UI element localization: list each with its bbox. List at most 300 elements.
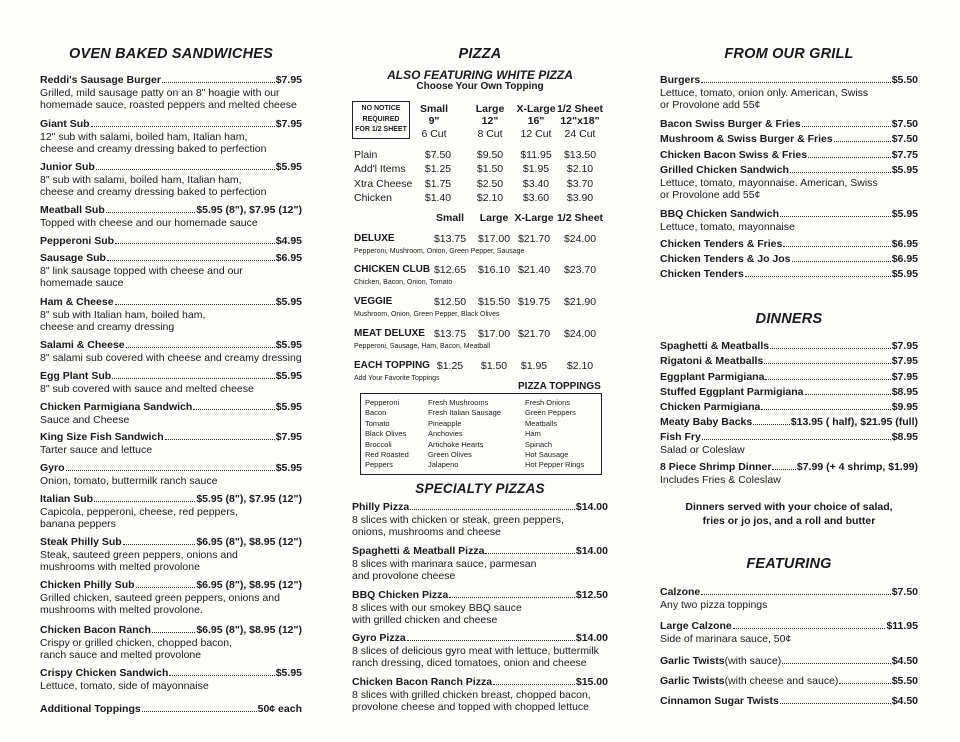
item-price: $5.95 (8"), $7.95 (12") bbox=[196, 493, 302, 505]
price-row-label: Add'l Items bbox=[354, 163, 406, 176]
sandwiches-title: OVEN BAKED SANDWICHES bbox=[69, 46, 273, 62]
size-inches: 16" bbox=[527, 115, 545, 127]
item-name: Italian Sub bbox=[40, 493, 94, 505]
item-name: Large Calzone bbox=[660, 620, 732, 632]
item-price: $14.00 bbox=[575, 501, 608, 513]
item-price: $6.95 bbox=[891, 238, 918, 250]
item-name: BBQ Chicken Sandwich bbox=[660, 208, 780, 220]
menu-item bbox=[660, 620, 918, 645]
dot-leader bbox=[839, 683, 890, 684]
price-cell: $3.90 bbox=[566, 191, 594, 204]
item-price: $7.50 bbox=[891, 133, 918, 145]
dot-leader bbox=[745, 276, 891, 277]
menu-item bbox=[40, 370, 302, 395]
dot-leader bbox=[449, 597, 575, 598]
price-cell: $13.50 bbox=[563, 149, 597, 161]
combo-size-header: X-Large bbox=[514, 212, 554, 224]
item-name: Burgers bbox=[660, 74, 701, 86]
dot-leader bbox=[162, 82, 275, 83]
price-row-label: Plain bbox=[354, 149, 378, 161]
combo-description: Add Your Favorite Toppings bbox=[354, 375, 440, 382]
item-name: Reddi's Sausage Burger bbox=[40, 74, 161, 86]
menu-item bbox=[40, 235, 302, 248]
price-row-label: Chicken bbox=[354, 191, 392, 204]
item-name: Meatball Sub bbox=[40, 204, 105, 216]
dot-leader bbox=[702, 439, 891, 440]
menu-item bbox=[352, 501, 608, 539]
combo-price: $17.00 bbox=[477, 328, 511, 340]
menu-item bbox=[660, 268, 918, 281]
combo-description: Pepperoni, Sausage, Ham, Bacon, Meatball bbox=[354, 343, 491, 350]
menu-item-row bbox=[660, 431, 918, 444]
menu-item bbox=[660, 355, 918, 368]
menu-item bbox=[40, 579, 302, 617]
item-name: Steak Philly Sub bbox=[40, 536, 122, 548]
item-price: $5.95 bbox=[891, 208, 918, 220]
menu-item-row bbox=[660, 149, 918, 162]
dinners-note: Dinners served with your choice of salad, fries or jo jos, and a roll and butter bbox=[685, 501, 893, 527]
item-name: Pepperoni Sub bbox=[40, 235, 115, 247]
item-price: $6.95 (8"), $8.95 (12") bbox=[196, 536, 302, 548]
item-name: Chicken Tenders & Fries bbox=[660, 238, 783, 250]
menu-item bbox=[660, 401, 918, 414]
item-name: Garlic Twists bbox=[660, 655, 725, 667]
size-name: Small bbox=[419, 103, 448, 115]
menu-item bbox=[660, 133, 918, 146]
featuring-title: FEATURING bbox=[746, 556, 832, 572]
combo-price: $16.10 bbox=[477, 264, 511, 276]
menu-item-row bbox=[660, 620, 918, 633]
item-description: Tarter sauce and lettuce bbox=[40, 443, 153, 456]
menu-item-row bbox=[352, 545, 608, 558]
menu-item-row bbox=[40, 370, 302, 383]
menu-item-row bbox=[660, 208, 918, 221]
item-price: $6.95 (8"), $8.95 (12") bbox=[196, 624, 302, 636]
dot-leader bbox=[91, 126, 275, 127]
menu-item-row bbox=[40, 536, 302, 549]
dot-leader bbox=[94, 501, 195, 502]
item-description: Lettuce, tomato, side of mayonnaise bbox=[40, 679, 209, 692]
specialty-title: SPECIALTY PIZZAS bbox=[415, 481, 545, 496]
combo-name: MEAT DELUXE bbox=[354, 328, 425, 339]
size-name: Large bbox=[475, 103, 505, 115]
combo-size-header: Small bbox=[435, 212, 464, 224]
item-price: $15.00 bbox=[575, 676, 608, 688]
menu-item-row bbox=[660, 340, 918, 353]
item-description: 8" link sausage topped with cheese and our homemade sauce bbox=[40, 264, 243, 289]
item-description: 12" sub with salami, boiled ham, Italian ham, cheese and creamy dressing baked to perfection bbox=[40, 130, 267, 155]
combo-size-header: 1/2 Sheet bbox=[556, 212, 604, 224]
menu-item bbox=[40, 624, 302, 662]
menu-item-row bbox=[660, 268, 918, 281]
menu-item bbox=[660, 586, 918, 611]
grill-column bbox=[660, 0, 918, 742]
dot-leader bbox=[112, 378, 275, 379]
item-description: 8" sub with Italian ham, boiled ham, cheese and creamy dressing bbox=[40, 308, 206, 333]
item-price: $7.75 bbox=[891, 149, 918, 161]
item-price: $5.50 bbox=[891, 675, 918, 687]
dot-leader bbox=[834, 141, 891, 142]
combo-price: $13.75 bbox=[433, 328, 467, 340]
combo-price: $23.70 bbox=[563, 264, 597, 276]
size-cut: 24 Cut bbox=[564, 128, 596, 140]
combo-price: $2.10 bbox=[566, 360, 594, 372]
menu-item-row bbox=[40, 74, 302, 87]
toppings-col-2: Fresh Mushrooms Fresh Italian Sausage Pineapple Anchovies Artichoke Hearts Green Olives Jalapeno bbox=[428, 398, 501, 470]
item-description: Side of marinara sauce, 50¢ bbox=[660, 632, 792, 645]
item-name: Eggplant Parmigiana bbox=[660, 371, 765, 383]
menu-item bbox=[40, 703, 302, 716]
price-cell: $1.50 bbox=[476, 163, 504, 176]
menu-item-row bbox=[40, 161, 302, 174]
menu-item-row bbox=[40, 579, 302, 592]
item-name: Chicken Parmigiana bbox=[660, 401, 761, 413]
item-description: 8 slices with grilled chicken breast, chopped bacon, provolone cheese and topped with chopped lettuce bbox=[352, 688, 591, 713]
menu-item bbox=[40, 204, 302, 229]
menu-item-row bbox=[40, 624, 302, 637]
size-cut: 6 Cut bbox=[421, 128, 447, 140]
notice-box bbox=[352, 101, 410, 139]
size-name: X-Large bbox=[516, 103, 556, 115]
dot-leader bbox=[790, 172, 891, 173]
combo-price: $24.00 bbox=[563, 328, 597, 340]
menu-item-row bbox=[660, 386, 918, 399]
dot-leader bbox=[169, 675, 274, 676]
menu-item bbox=[660, 253, 918, 266]
combo-price: $21.70 bbox=[517, 233, 551, 245]
item-name: Grilled Chicken Sandwich bbox=[660, 164, 789, 176]
item-price: $5.95 bbox=[891, 268, 918, 280]
item-price: $5.95 bbox=[275, 462, 302, 474]
combo-name: DELUXE bbox=[354, 233, 395, 244]
item-description: 8" sub with salami, boiled ham, Italian ham, cheese and creamy dressing baked to perfection bbox=[40, 173, 267, 198]
item-name: Sausage Sub bbox=[40, 252, 106, 264]
dot-leader bbox=[802, 126, 891, 127]
dot-leader bbox=[152, 632, 195, 633]
item-name: Crispy Chicken Sandwich bbox=[40, 667, 169, 679]
item-name: Gyro Pizza bbox=[352, 632, 406, 644]
item-price: $6.95 (8"), $8.95 (12") bbox=[196, 579, 302, 591]
menu-item-row bbox=[40, 493, 302, 506]
dot-leader bbox=[165, 439, 275, 440]
item-description: Lettuce, tomato, mayonnaise. American, Swiss or Provolone add 55¢ bbox=[660, 176, 878, 201]
price-cell: $11.95 bbox=[520, 149, 552, 161]
item-price: $12.50 bbox=[575, 589, 608, 601]
item-description: 8 slices with marinara sauce, parmesan and provolone cheese bbox=[352, 557, 537, 582]
item-description: Onion, tomato, buttermilk ranch sauce bbox=[40, 474, 218, 487]
item-name: Meaty Baby Backs bbox=[660, 416, 753, 428]
item-price: $14.00 bbox=[575, 632, 608, 644]
menu-item bbox=[40, 296, 302, 334]
item-description: Sauce and Cheese bbox=[40, 413, 130, 426]
price-cell: $2.10 bbox=[476, 191, 504, 204]
dot-leader bbox=[808, 157, 891, 158]
pizza-column bbox=[352, 0, 608, 742]
item-price: $5.95 (8"), $7.95 (12") bbox=[196, 204, 302, 216]
menu-item bbox=[660, 118, 918, 131]
menu-item bbox=[660, 164, 918, 202]
item-name: Spaghetti & Meatball Pizza bbox=[352, 545, 485, 557]
item-price: $7.50 bbox=[891, 586, 918, 598]
item-price: $8.95 bbox=[891, 431, 918, 443]
dot-leader bbox=[66, 470, 275, 471]
size-inches: 9" bbox=[428, 115, 440, 127]
dot-leader bbox=[805, 394, 891, 395]
item-name: Cinnamon Sugar Twists bbox=[660, 695, 779, 707]
item-price: $4.95 bbox=[275, 235, 302, 247]
item-description: 8 slices with our smokey BBQ sauce with grilled chicken and cheese bbox=[352, 601, 522, 626]
combo-price: $21.70 bbox=[517, 328, 551, 340]
item-name: Bacon Swiss Burger & Fries bbox=[660, 118, 801, 130]
dot-leader bbox=[761, 409, 890, 410]
combo-price: $21.90 bbox=[563, 296, 597, 308]
menu-item bbox=[660, 208, 918, 233]
item-price: $6.95 bbox=[275, 252, 302, 264]
price-cell: $9.50 bbox=[476, 149, 504, 161]
menu-item-row bbox=[40, 401, 302, 414]
combo-size-header: Large bbox=[479, 212, 509, 224]
menu-item-row bbox=[660, 253, 918, 266]
toppings-col-1: Pepperoni Bacon Tomato Black Olives Broccoli Red Roasted Peppers bbox=[365, 398, 409, 470]
item-price: $7.50 bbox=[891, 118, 918, 130]
item-price: $11.95 bbox=[886, 620, 918, 632]
dinners-title: DINNERS bbox=[755, 311, 823, 327]
menu-item bbox=[660, 431, 918, 456]
dot-leader bbox=[765, 379, 890, 380]
combo-price: $12.50 bbox=[433, 296, 467, 308]
item-description: Lettuce, tomato, mayonnaise bbox=[660, 220, 795, 233]
item-price: $7.95 bbox=[275, 118, 302, 130]
item-extra: (with cheese and sauce) bbox=[724, 675, 839, 687]
toppings-box bbox=[360, 393, 602, 475]
item-price: $4.50 bbox=[891, 655, 918, 667]
item-name: Ham & Cheese bbox=[40, 296, 114, 308]
menu-item-row bbox=[40, 252, 302, 265]
item-description: 8 slices with chicken or steak, green peppers, onions, mushrooms and cheese bbox=[352, 513, 564, 538]
menu-item-row bbox=[40, 204, 302, 217]
item-name: Chicken Tenders & Jo Jos bbox=[660, 253, 791, 265]
price-cell: $3.60 bbox=[522, 191, 550, 204]
combo-price: $21.40 bbox=[517, 264, 551, 276]
menu-item bbox=[660, 386, 918, 399]
item-name: Fish Fry bbox=[660, 431, 701, 443]
dot-leader bbox=[733, 628, 886, 629]
item-description: Topped with cheese and our homemade sauce bbox=[40, 216, 258, 229]
menu-item-row bbox=[40, 235, 302, 248]
item-description: Salad or Coleslaw bbox=[660, 443, 745, 456]
dot-leader bbox=[792, 261, 891, 262]
item-price: $7.95 bbox=[891, 371, 918, 383]
dot-leader bbox=[764, 363, 890, 364]
dot-leader bbox=[780, 216, 891, 217]
menu-item bbox=[660, 149, 918, 162]
price-row-label: Xtra Cheese bbox=[354, 177, 413, 190]
item-price: $7.95 bbox=[891, 355, 918, 367]
item-name: Garlic Twists bbox=[660, 675, 725, 687]
combo-price: $24.00 bbox=[563, 233, 597, 245]
item-price: $5.95 bbox=[275, 370, 302, 382]
item-price: 50¢ each bbox=[257, 703, 302, 715]
item-description: Lettuce, tomato, onion only. American, Swiss or Provolone add 55¢ bbox=[660, 86, 869, 111]
grill-title: FROM OUR GRILL bbox=[724, 46, 854, 62]
item-description: 8" salami sub covered with cheese and creamy dressing bbox=[40, 351, 302, 364]
menu-item bbox=[40, 493, 302, 531]
item-name: Mushroom & Swiss Burger & Fries bbox=[660, 133, 833, 145]
menu-item-row bbox=[660, 133, 918, 146]
combo-description: Pepperoni, Mushroom, Onion, Green Pepper, Sausage bbox=[354, 248, 525, 255]
size-cut: 8 Cut bbox=[477, 128, 503, 140]
item-description: Capicola, pepperoni, cheese, red peppers, banana peppers bbox=[40, 505, 238, 530]
combo-price: $1.50 bbox=[480, 360, 508, 372]
toppings-col-3: Fresh Onions Green Peppers Meatballs Ham Spinach Hot Sausage Hot Pepper Rings bbox=[525, 398, 585, 470]
price-cell: $3.70 bbox=[566, 177, 594, 190]
dot-leader bbox=[115, 304, 275, 305]
menu-item bbox=[352, 676, 608, 714]
menu-item-row bbox=[660, 655, 918, 668]
menu-item-row bbox=[660, 238, 918, 251]
item-price: $7.95 bbox=[275, 431, 302, 443]
combo-name: EACH TOPPING bbox=[354, 360, 430, 371]
menu-item-row bbox=[352, 676, 608, 689]
menu-item bbox=[660, 675, 918, 688]
menu-item-row bbox=[40, 296, 302, 309]
item-price: $14.00 bbox=[575, 545, 608, 557]
dot-leader bbox=[701, 594, 890, 595]
dot-leader bbox=[96, 169, 275, 170]
menu-item-row bbox=[660, 416, 918, 429]
item-description: Includes Fries & Coleslaw bbox=[660, 473, 781, 486]
menu-item bbox=[40, 401, 302, 426]
menu-item bbox=[660, 74, 918, 112]
item-price: $7.95 bbox=[891, 340, 918, 352]
menu-item bbox=[660, 416, 918, 429]
menu-item-row bbox=[660, 695, 918, 708]
size-name: 1/2 Sheet bbox=[556, 103, 604, 115]
price-cell: $3.40 bbox=[522, 177, 550, 190]
item-name: Additional Toppings bbox=[40, 703, 141, 715]
dot-leader bbox=[780, 703, 891, 704]
combo-description: Chicken, Bacon, Onion, Tomato bbox=[354, 279, 453, 286]
item-price: $5.50 bbox=[891, 74, 918, 86]
menu-item-row bbox=[660, 461, 918, 474]
menu-item bbox=[660, 695, 918, 708]
dot-leader bbox=[407, 640, 575, 641]
dot-leader bbox=[142, 711, 257, 712]
item-name: Giant Sub bbox=[40, 118, 90, 130]
item-price: $13.95 ( half), $21.95 (full) bbox=[790, 416, 918, 428]
menu-item-row bbox=[660, 74, 918, 87]
item-price: $5.95 bbox=[275, 401, 302, 413]
menu-item bbox=[660, 371, 918, 384]
dot-leader bbox=[107, 260, 275, 261]
size-inches: 12"x18" bbox=[560, 115, 600, 127]
item-price: $5.95 bbox=[891, 164, 918, 176]
dot-leader bbox=[106, 212, 196, 213]
menu-item-row bbox=[352, 589, 608, 602]
dot-leader bbox=[136, 587, 196, 588]
menu-item bbox=[40, 339, 302, 364]
item-name: Chicken Parmigiana Sandwich bbox=[40, 401, 193, 413]
menu-item-row bbox=[352, 632, 608, 645]
item-price: $7.99 (+ 4 shrimp, $1.99) bbox=[796, 461, 918, 473]
item-name: Junior Sub bbox=[40, 161, 95, 173]
dot-leader bbox=[701, 82, 890, 83]
combo-price: $1.95 bbox=[520, 360, 548, 372]
item-name: Chicken Bacon Ranch Pizza bbox=[352, 676, 493, 688]
combo-name: VEGGIE bbox=[354, 296, 393, 307]
item-name: Chicken Bacon Swiss & Fries bbox=[660, 149, 808, 161]
menu-item bbox=[352, 589, 608, 627]
item-extra: (with sauce) bbox=[724, 655, 782, 667]
dot-leader bbox=[772, 469, 795, 470]
item-name: Chicken Bacon Ranch bbox=[40, 624, 151, 636]
menu-item bbox=[40, 536, 302, 574]
dot-leader bbox=[126, 347, 275, 348]
menu-item bbox=[660, 655, 918, 668]
combo-price: $13.75 bbox=[433, 233, 467, 245]
item-price: $6.95 bbox=[891, 253, 918, 265]
item-description: Grilled chicken, sauteed green peppers, onions and mushrooms with melted provolone. bbox=[40, 591, 280, 616]
combo-price: $12.65 bbox=[433, 264, 467, 276]
menu-item bbox=[40, 667, 302, 692]
combo-price: $17.00 bbox=[477, 233, 511, 245]
dot-leader bbox=[753, 424, 790, 425]
item-price: $5.95 bbox=[275, 339, 302, 351]
white-pizza-subtitle: ALSO FEATURING WHITE PIZZA bbox=[387, 68, 573, 82]
dot-leader bbox=[123, 544, 196, 545]
item-description: 8" sub covered with sauce and melted cheese bbox=[40, 382, 254, 395]
price-cell: $1.25 bbox=[424, 163, 452, 176]
combo-description: Mushroom, Onion, Green Pepper, Black Olives bbox=[354, 311, 500, 318]
item-description: Any two pizza toppings bbox=[660, 598, 768, 611]
item-name: Calzone bbox=[660, 586, 701, 598]
menu-item-row bbox=[660, 164, 918, 177]
dot-leader bbox=[485, 553, 574, 554]
menu-item-row bbox=[40, 339, 302, 352]
price-cell: $2.10 bbox=[566, 163, 594, 176]
notice-text: NO NOTICE REQUIRED FOR 1/2 SHEET bbox=[355, 105, 407, 133]
dot-leader bbox=[783, 246, 890, 247]
item-name: BBQ Chicken Pizza bbox=[352, 589, 449, 601]
menu-item bbox=[40, 462, 302, 487]
choose-topping-subtitle: Choose Your Own Topping bbox=[416, 81, 544, 92]
item-name: 8 Piece Shrimp Dinner bbox=[660, 461, 772, 473]
menu-item-row bbox=[40, 667, 302, 680]
combo-price: $19.75 bbox=[517, 296, 551, 308]
item-price: $9.95 bbox=[891, 401, 918, 413]
item-name: Rigatoni & Meatballs bbox=[660, 355, 764, 367]
dot-leader bbox=[193, 409, 274, 410]
menu-item bbox=[40, 118, 302, 156]
item-price: $5.95 bbox=[275, 161, 302, 173]
menu-item bbox=[40, 431, 302, 456]
menu-item bbox=[40, 161, 302, 199]
menu-item-row bbox=[40, 462, 302, 475]
item-name: Chicken Philly Sub bbox=[40, 579, 135, 591]
item-name: Stuffed Eggplant Parmigiana bbox=[660, 386, 804, 398]
dot-leader bbox=[410, 509, 575, 510]
item-name: King Size Fish Sandwich bbox=[40, 431, 164, 443]
size-cut: 12 Cut bbox=[520, 128, 552, 140]
item-price: $8.95 bbox=[891, 386, 918, 398]
menu-item bbox=[352, 632, 608, 670]
item-description: 8 slices of delicious gyro meat with lettuce, buttermilk ranch dressing, diced tomatoes, onion and cheese bbox=[352, 644, 599, 669]
item-name: Philly Pizza bbox=[352, 501, 410, 513]
price-cell: $2.50 bbox=[476, 177, 504, 190]
sandwiches-column bbox=[40, 0, 302, 742]
dot-leader bbox=[770, 348, 891, 349]
menu-item bbox=[660, 461, 918, 486]
